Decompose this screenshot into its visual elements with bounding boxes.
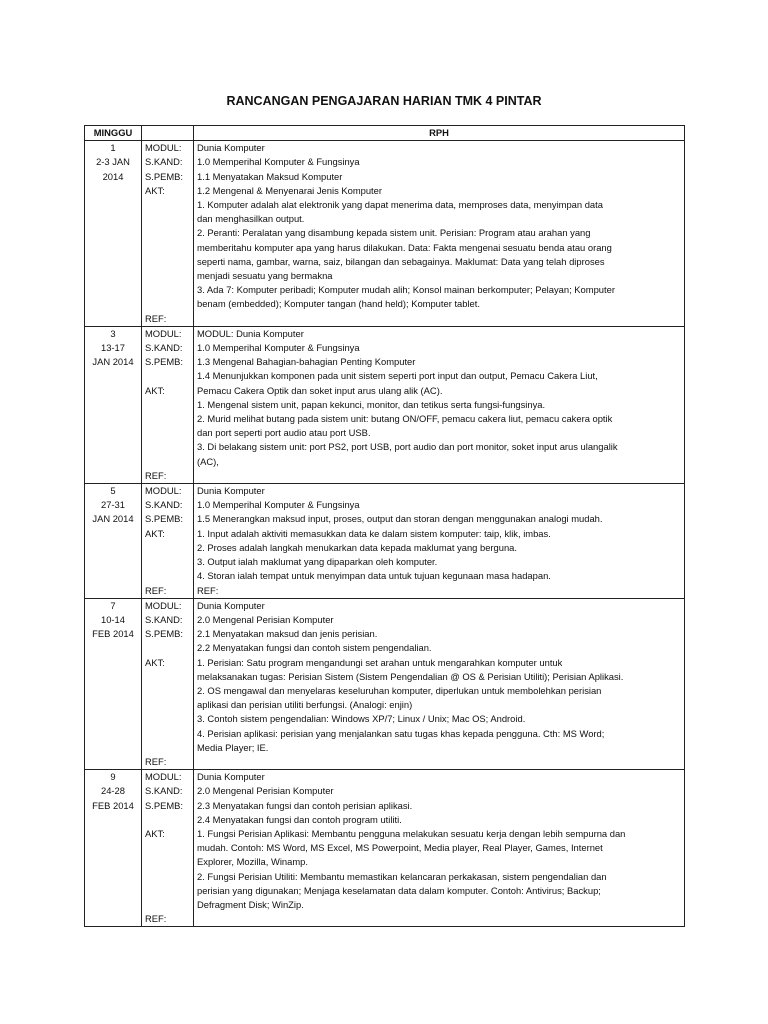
rph-line: Pemacu Cakera Optik dan soket input arus ulang alik (AC). xyxy=(197,384,443,396)
rph-line: 4. Storan ialah tempat untuk menyimpan data untuk tujuan kegunaan masa hadapan. xyxy=(197,570,551,582)
week-cell xyxy=(85,141,142,327)
header-minggu: MINGGU xyxy=(85,126,142,141)
rph-line: 2.4 Menyatakan fungsi dan contoh program utiliti. xyxy=(197,813,402,825)
week-cell xyxy=(85,770,142,927)
label-modul: MODUL: xyxy=(145,142,182,154)
rph-line: dan port seperti port audio atau port USB. xyxy=(197,427,371,439)
label-skand: S.KAND: xyxy=(145,499,183,511)
rph-line xyxy=(197,912,681,926)
label-cell xyxy=(142,141,194,327)
rph-line: 2. Fungsi Perisian Utiliti: Membantu memastikan kelancaran perkakasan, sistem pengendalian dan xyxy=(197,870,607,882)
rph-line: 2.0 Mengenal Perisian Komputer xyxy=(197,613,334,625)
rph-line: 3. Contoh sistem pengendalian: Windows XP/7; Linux / Unix; Mac OS; Android. xyxy=(197,713,526,725)
week-date: 13-17 xyxy=(101,342,125,354)
rph-line: (AC), xyxy=(197,455,219,467)
label-ref: REF: xyxy=(145,312,167,324)
week-date: FEB 2014 xyxy=(92,628,134,640)
rph-table xyxy=(84,125,685,927)
label-spemb: S.PEMB: xyxy=(145,799,184,811)
rph-line: 1.0 Memperihal Komputer & Fungsinya xyxy=(197,499,360,511)
rph-line: 1.3 Mengenal Bahagian-bahagian Penting Komputer xyxy=(197,356,416,368)
rph-line: dan menghasilkan output. xyxy=(197,213,305,225)
label-cell xyxy=(142,484,194,599)
week-number: 5 xyxy=(110,485,116,497)
rph-line: 2.0 Mengenal Perisian Komputer xyxy=(197,785,334,797)
rph-line: Dunia Komputer xyxy=(197,771,265,783)
rph-content-cell xyxy=(194,598,685,769)
week-number: 1 xyxy=(110,142,116,154)
week-date: 24-28 xyxy=(101,785,125,797)
rph-line: 1. Mengenal sistem unit, papan kekunci, monitor, dan tetikus serta fungsi-fungsinya. xyxy=(197,398,546,410)
rph-line: menjadi sesuatu yang bermakna xyxy=(197,270,333,282)
label-ref: REF: xyxy=(145,584,167,596)
rph-line: seperti nama, gambar, warna, saiz, bilangan dan sebagainya. Maklumat: Data yang telah diproses xyxy=(197,255,605,267)
label-cell xyxy=(142,326,194,483)
table-body xyxy=(85,141,685,927)
rph-line xyxy=(197,312,681,326)
label-akt: AKT: xyxy=(145,527,165,539)
rph-line: 3. Di belakang sistem unit: port PS2, port USB, port audio dan port monitor, soket input arus ulangalik xyxy=(197,441,618,453)
rph-line: 2.2 Menyatakan fungsi dan contoh sistem pengendalian. xyxy=(197,642,432,654)
rph-line: 2. Peranti: Peralatan yang disambung kepada sistem unit. Perisian: Program atau arahan yang xyxy=(197,227,591,239)
table-header-row xyxy=(85,126,685,141)
week-date: 2014 xyxy=(102,170,124,182)
document-title: RANCANGAN PENGAJARAN HARIAN TMK 4 PINTAR xyxy=(226,94,542,108)
label-akt: AKT: xyxy=(145,184,165,196)
week-number: 3 xyxy=(110,327,116,339)
rph-line: 1.2 Mengenal & Menyenarai Jenis Komputer xyxy=(197,184,383,196)
rph-line: 1. Fungsi Perisian Aplikasi: Membantu pengguna melakukan sesuatu kerja dengan lebih sempurna dan xyxy=(197,827,626,839)
label-modul: MODUL: xyxy=(145,599,182,611)
rph-line: mudah. Contoh: MS Word, MS Excel, MS Powerpoint, Media player, Real Player, Games, Internet xyxy=(197,842,603,854)
table-row xyxy=(85,484,685,599)
rph-line: 1. Perisian: Satu program mengandungi set arahan untuk mengarahkan komputer untuk xyxy=(197,656,563,668)
label-skand: S.KAND: xyxy=(145,613,183,625)
rph-line: 2.3 Menyatakan fungsi dan contoh perisian aplikasi. xyxy=(197,799,413,811)
label-ref: REF: xyxy=(145,755,167,767)
label-skand: S.KAND: xyxy=(145,785,183,797)
label-ref: REF: xyxy=(145,469,167,481)
rph-line: melaksanakan tugas: Perisian Sistem (Sistem Pengendalian @ OS & Perisian Utiliti); Perisian Aplikasi. xyxy=(197,670,624,682)
table-row xyxy=(85,770,685,927)
rph-content-cell xyxy=(194,770,685,927)
label-akt: AKT: xyxy=(145,827,165,839)
rph-line: Media Player; IE. xyxy=(197,741,269,753)
week-date: FEB 2014 xyxy=(92,799,134,811)
rph-line: aplikasi dan perisian utiliti berfungsi. (Analogi: enjin) xyxy=(197,699,413,711)
table-row xyxy=(85,141,685,327)
week-date: JAN 2014 xyxy=(92,356,134,368)
rph-line: perisian yang digunakan; Menjaga keselamatan data dalam komputer. Contoh: Antivirus; Backup; xyxy=(197,884,601,896)
label-akt: AKT: xyxy=(145,656,165,668)
rph-line: 3. Output ialah maklumat yang dipaparkan oleh komputer. xyxy=(197,556,438,568)
rph-line: 3. Ada 7: Komputer peribadi; Komputer mudah alih; Konsol mainan berkomputer; Pelayan; Komputer xyxy=(197,284,615,296)
rph-line: Defragment Disk; WinZip. xyxy=(197,898,304,910)
rph-line: 1.1 Menyatakan Maksud Komputer xyxy=(197,170,343,182)
week-number: 7 xyxy=(110,599,116,611)
label-skand: S.KAND: xyxy=(145,342,183,354)
rph-line xyxy=(197,755,681,769)
rph-line: 1.4 Menunjukkan komponen pada unit sistem seperti port input dan output, Pemacu Cakera Liut, xyxy=(197,370,598,382)
rph-line: Explorer, Mozilla, Winamp. xyxy=(197,856,308,868)
label-spemb: S.PEMB: xyxy=(145,170,184,182)
label-cell xyxy=(142,598,194,769)
label-ref: REF: xyxy=(145,913,167,925)
rph-line: REF: xyxy=(197,584,219,596)
table-row xyxy=(85,598,685,769)
rph-line: 1.0 Memperihal Komputer & Fungsinya xyxy=(197,342,360,354)
rph-line: 1.0 Memperihal Komputer & Fungsinya xyxy=(197,156,360,168)
rph-line: 1. Komputer adalah alat elektronik yang dapat menerima data, memproses data, menyimpan data xyxy=(197,199,603,211)
rph-line: memberitahu komputer apa yang harus dilakukan. Data: Fakta mengenai sesuatu benda atau orang xyxy=(197,241,612,253)
rph-line: 1. Input adalah aktiviti memasukkan data ke dalam sistem komputer: taip, klik, imbas. xyxy=(197,527,551,539)
rph-content-cell xyxy=(194,141,685,327)
rph-line: benam (embedded); Komputer tangan (hand held); Komputer tablet. xyxy=(197,298,480,310)
label-spemb: S.PEMB: xyxy=(145,513,184,525)
week-date: 10-14 xyxy=(101,613,125,625)
week-date: 2-3 JAN xyxy=(96,156,130,168)
rph-line xyxy=(197,469,681,483)
label-spemb: S.PEMB: xyxy=(145,356,184,368)
label-cell xyxy=(142,770,194,927)
rph-line: MODUL: Dunia Komputer xyxy=(197,327,304,339)
label-modul: MODUL: xyxy=(145,771,182,783)
week-cell xyxy=(85,484,142,599)
header-label xyxy=(142,126,194,141)
header-rph: RPH xyxy=(194,126,685,141)
label-modul: MODUL: xyxy=(145,485,182,497)
rph-content-cell xyxy=(194,484,685,599)
label-spemb: S.PEMB: xyxy=(145,628,184,640)
week-cell xyxy=(85,598,142,769)
table-row xyxy=(85,326,685,483)
rph-line: 2. OS mengawal dan menyelaras keseluruhan komputer, diperlukan untuk membolehkan perisian xyxy=(197,684,602,696)
rph-line: 2. Murid melihat butang pada sistem unit: butang ON/OFF, pemacu cakera liut, pemacu cakera optik xyxy=(197,413,613,425)
rph-line: 1.5 Menerangkan maksud input, proses, output dan storan dengan menggunakan analogi mudah. xyxy=(197,513,603,525)
rph-line: 4. Perisian aplikasi: perisian yang menjalankan satu tugas khas kepada pengguna. Cth: MS Word; xyxy=(197,727,605,739)
rph-line: 2.1 Menyatakan maksud dan jenis perisian. xyxy=(197,628,378,640)
rph-line: Dunia Komputer xyxy=(197,599,265,611)
label-skand: S.KAND: xyxy=(145,156,183,168)
week-number: 9 xyxy=(110,771,116,783)
label-modul: MODUL: xyxy=(145,327,182,339)
rph-content-cell xyxy=(194,326,685,483)
label-akt: AKT: xyxy=(145,384,165,396)
rph-line: Dunia Komputer xyxy=(197,142,265,154)
rph-line: 2. Proses adalah langkah menukarkan data kepada maklumat yang berguna. xyxy=(197,541,517,553)
week-cell xyxy=(85,326,142,483)
week-date: JAN 2014 xyxy=(92,513,134,525)
week-date: 27-31 xyxy=(101,499,125,511)
rph-line: Dunia Komputer xyxy=(197,485,265,497)
